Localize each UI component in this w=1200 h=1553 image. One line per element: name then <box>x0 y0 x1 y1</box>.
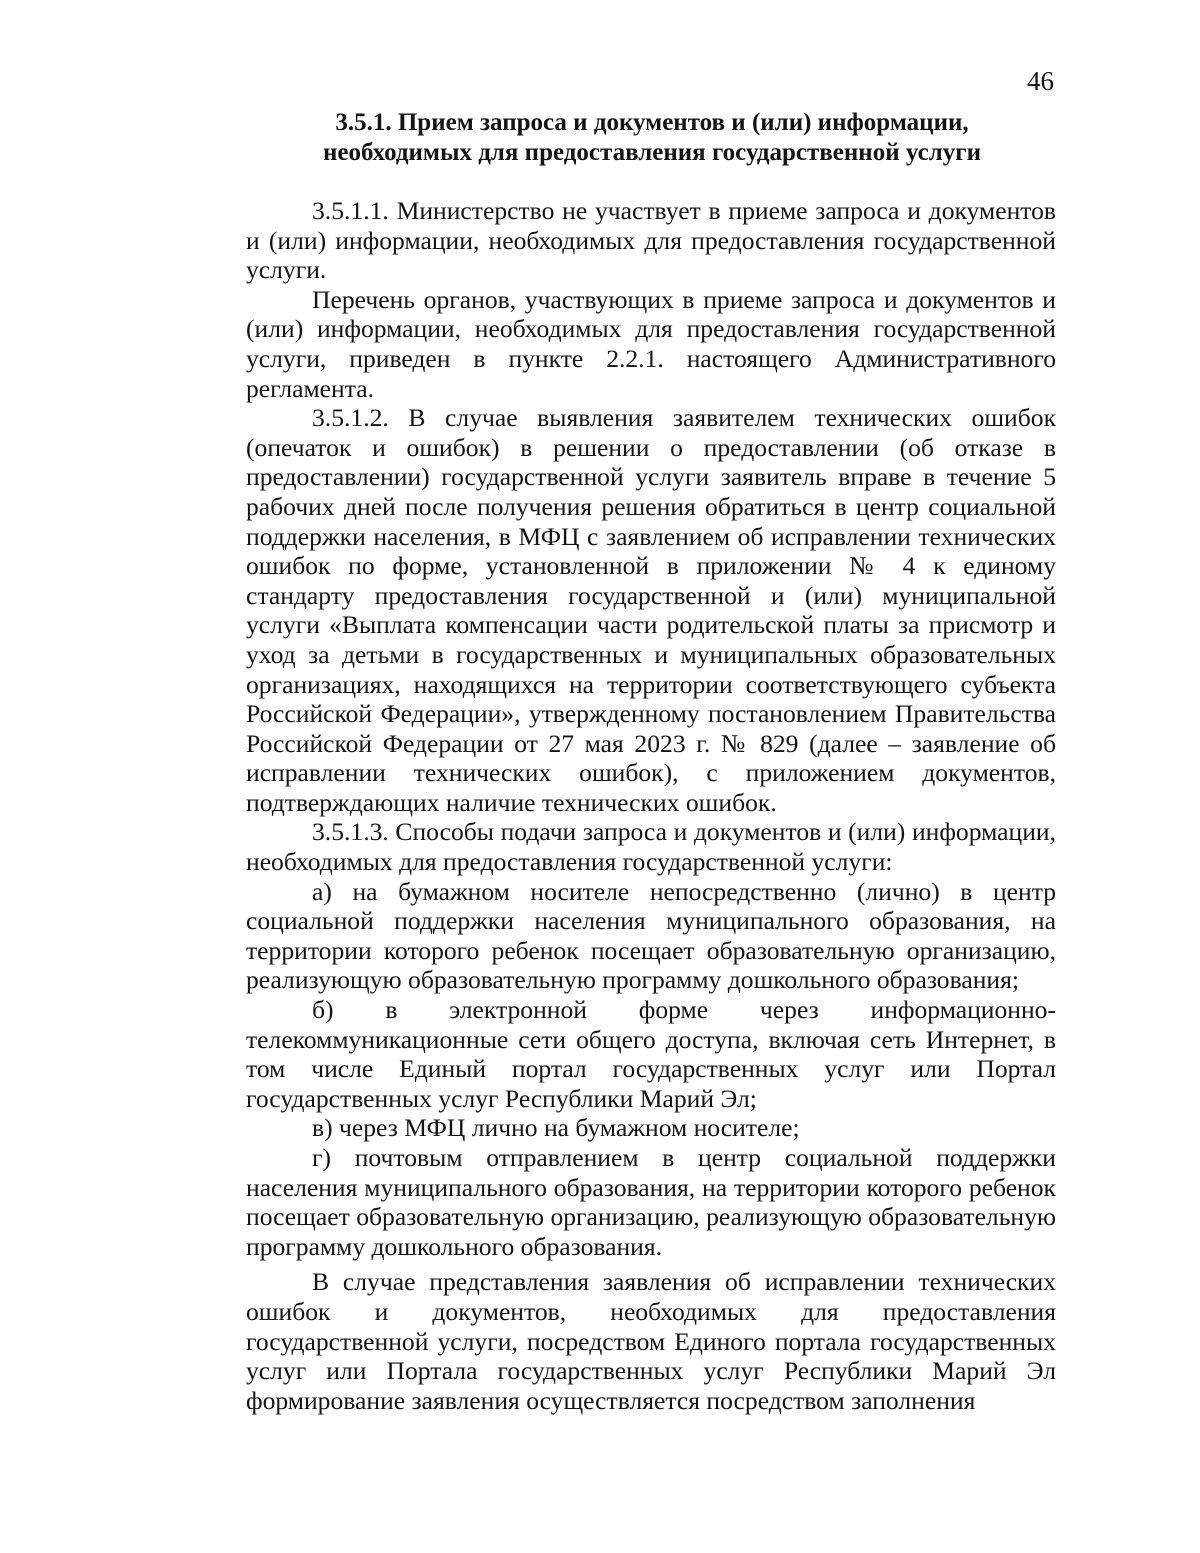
page-number: 46 <box>1027 66 1054 96</box>
section-heading-line-1: 3.5.1. Прием запроса и документов и (или) информации, <box>335 109 969 136</box>
document-body <box>246 196 1056 1415</box>
list-item-g: г) почтовым отправлением в центр социальной поддержки населения муниципального образования, на территории которого ребенок посещает образовательную организацию, реализующую образовательную программу дошкольного образования. <box>246 1143 1056 1261</box>
list-item-v: в) через МФЦ лично на бумажном носителе; <box>312 1113 800 1143</box>
paragraph-3-5-1-3: 3.5.1.3. Способы подачи запроса и документов и (или) информации, необходимых для предоставления государственной услуги: <box>246 817 1056 877</box>
section-heading-line-2: необходимых для предоставления государственной услуги <box>323 139 981 166</box>
paragraph-3-5-1-1: 3.5.1.1. Министерство не участвует в приеме запроса и документов и (или) информации, необходимых для предоставления государственной услуги. <box>246 196 1056 285</box>
section-heading <box>246 108 1058 168</box>
paragraph-bodies-list: Перечень органов, участвующих в приеме запроса и документов и (или) информации, необходимых для предоставления государственной услуги, приведен в пункте 2.2.1. настоящего Административного регламента. <box>246 284 1056 403</box>
list-item-b: б) в электронной форме через информационно-телекоммуникационные сети общего доступа, включая сеть Интернет, в том числе Единый портал государственных услуг или Портал государственных услуг Республики Марий Эл; <box>246 995 1056 1113</box>
paragraph-electronic-submission: В случае представления заявления об исправлении технических ошибок и документов, необходимых для предоставления государственной услуги, посредством Единого портала государственных услуг или Портала государственных услуг Республики Марий Эл формирование заявления осуществляется посредством заполнения <box>246 1267 1056 1415</box>
paragraph-3-5-1-2: 3.5.1.2. В случае выявления заявителем технических ошибок (опечаток и ошибок) в решении о предоставлении (об отказе в предоставлении) государственной услуги заявитель вправе в течение 5 рабочих дней после получения решения обратиться в центр социальной поддержки населения, в МФЦ с заявлением об исправлении технических ошибок по форме, установленной в приложении № 4 к единому стандарту предоставления государственной и (или) муниципальной услуги «Выплата компенсации части родительской платы за присмотр и уход за детьми в государственных и муниципальных образовательных организациях, находящихся на территории соответствующего субъекта Российской Федерации», утвержденному постановлением Правительства Российской Федерации от 27 мая 2023 г. № 829 (далее – заявление об исправлении технических ошибок), с приложением документов, подтверждающих наличие технических ошибок. <box>246 403 1056 817</box>
list-item-a: а) на бумажном носителе непосредственно (лично) в центр социальной поддержки населения муниципального образования, на территории которого ребенок посещает образовательную организацию, реализующую образовательную программу дошкольного образования; <box>246 876 1056 995</box>
